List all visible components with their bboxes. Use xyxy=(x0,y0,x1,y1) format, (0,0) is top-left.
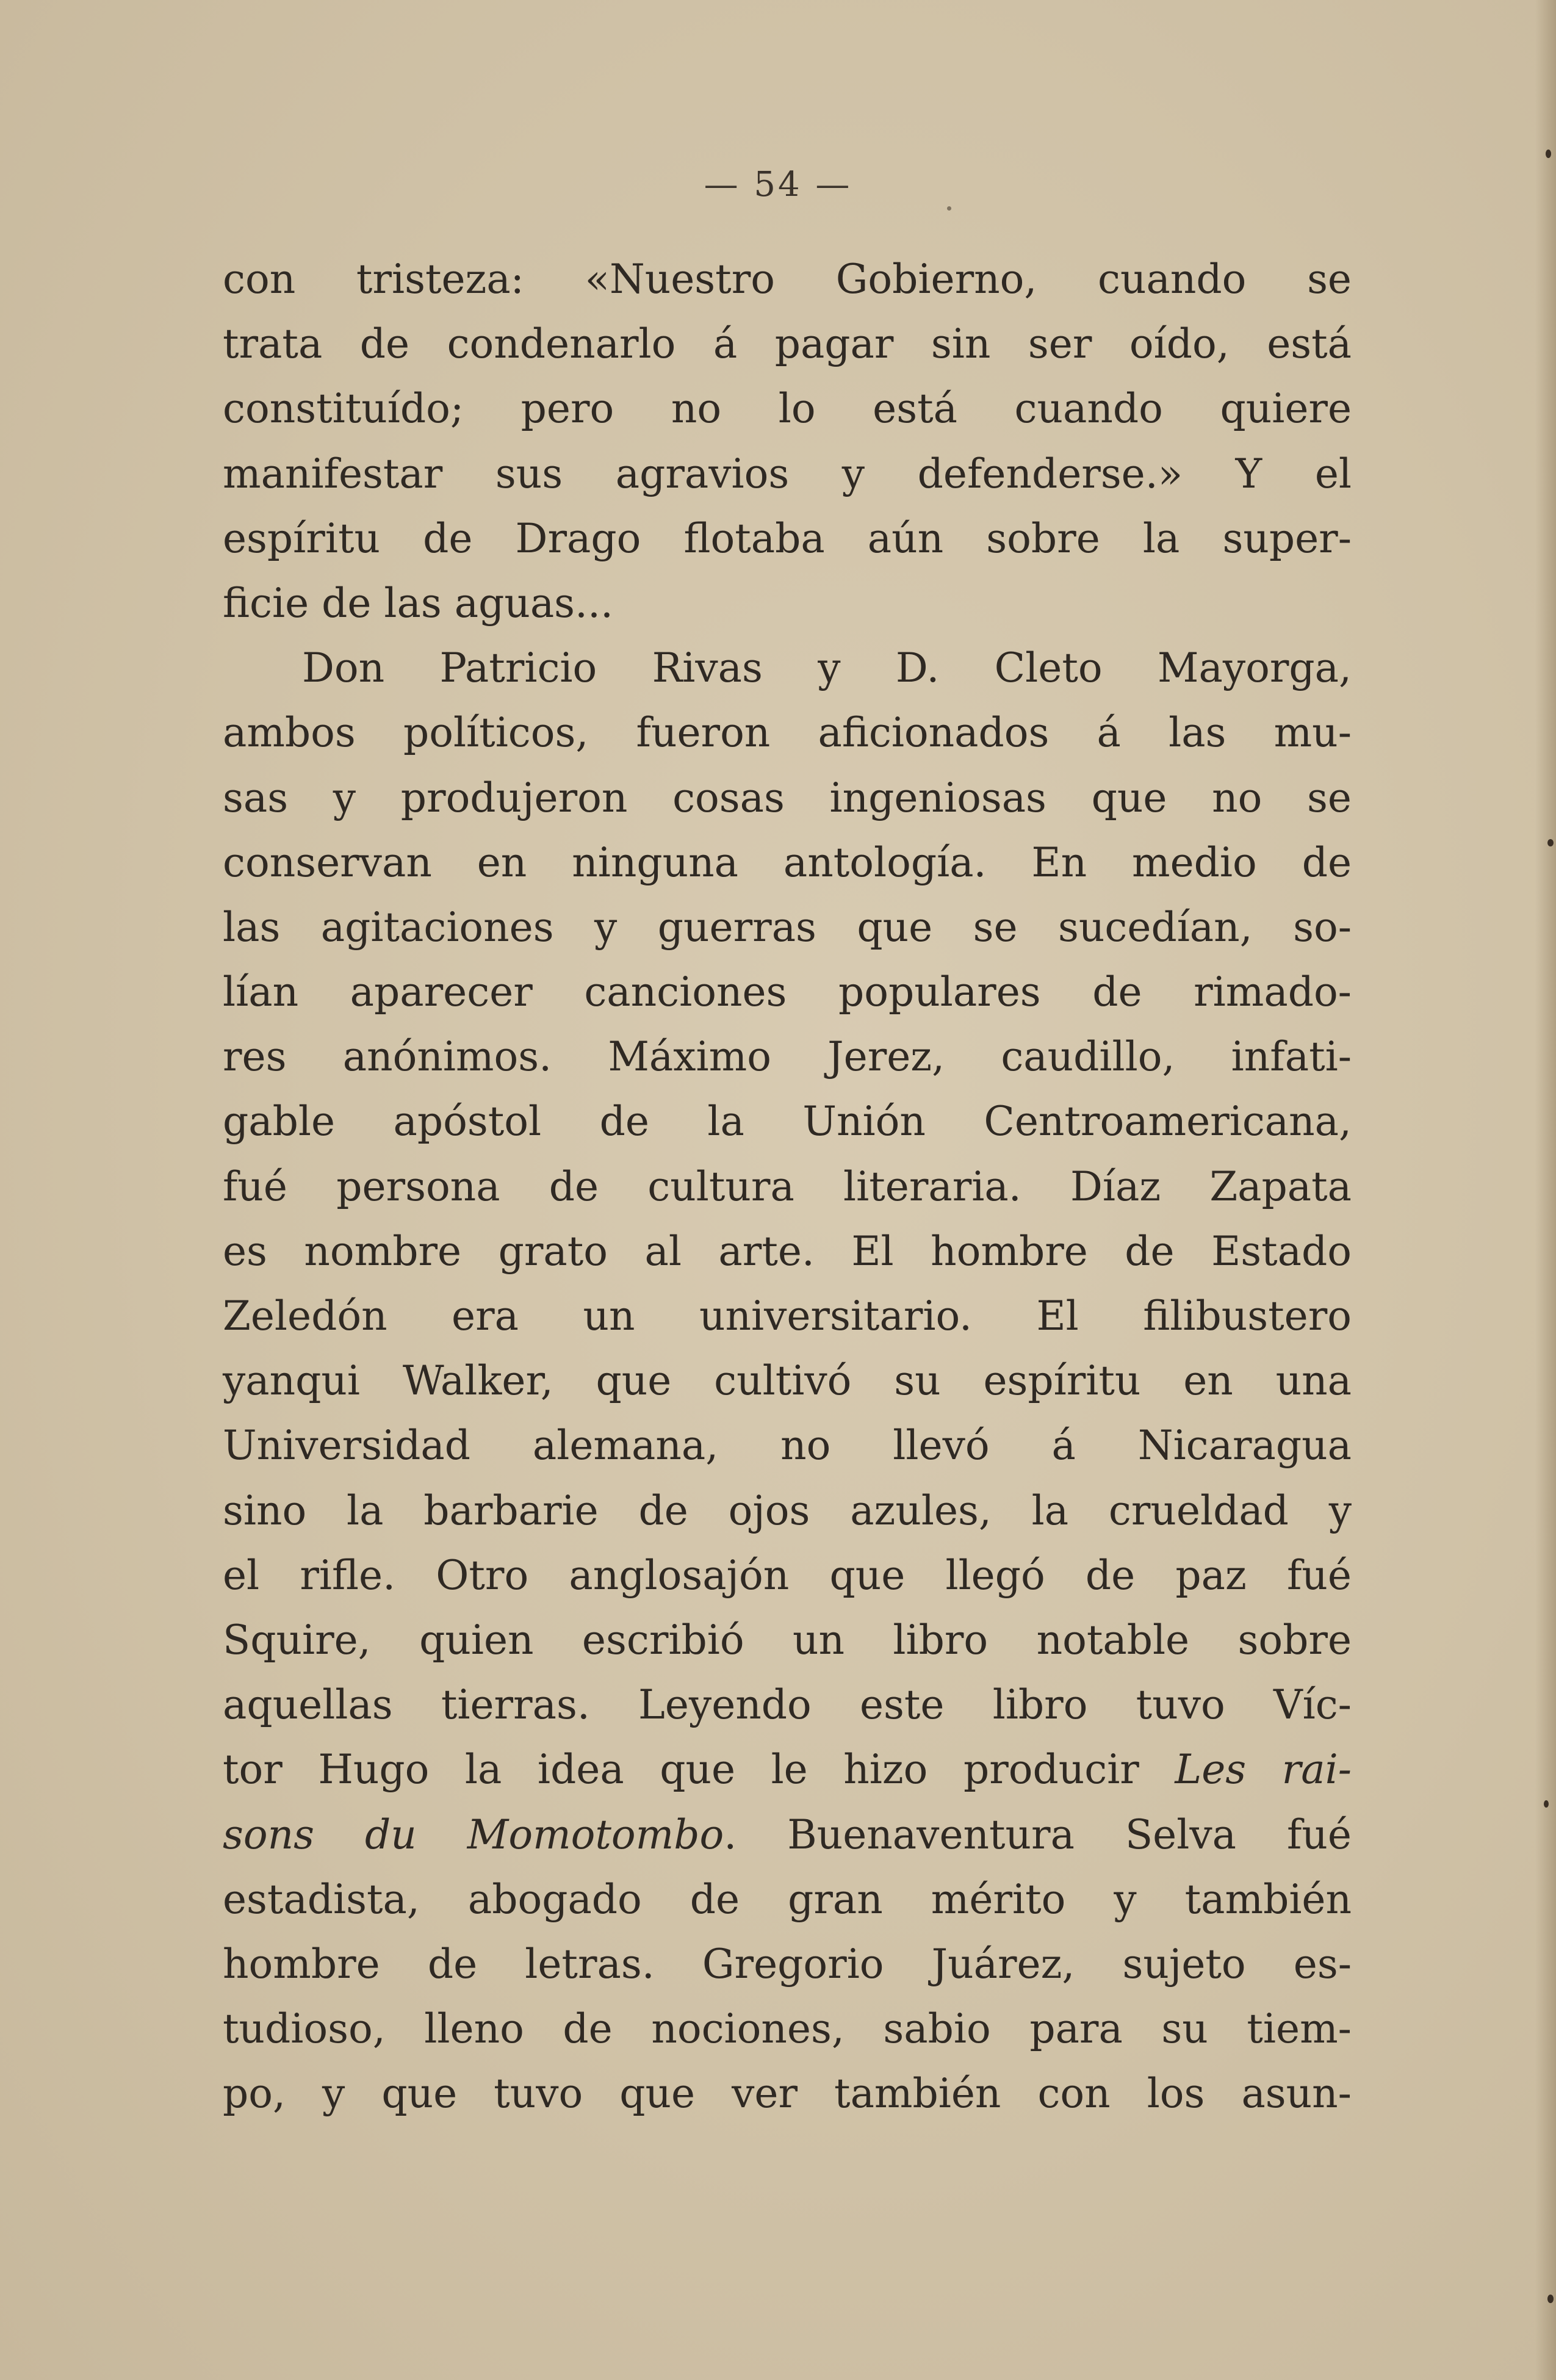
text-line: ficie de las aguas... xyxy=(223,579,613,627)
italic-title-part: Les rai- xyxy=(1175,1746,1352,1794)
text-line: Universidad alemana, no llevó á Nicaragua xyxy=(223,1422,1352,1469)
text-line: hombre de letras. Gregorio Juárez, sujeto es- xyxy=(223,1940,1352,1988)
text-line: constituído; pero no lo está cuando quiere xyxy=(223,385,1352,433)
text-line: con tristeza: «Nuestro Gobierno, cuando se xyxy=(223,256,1352,303)
text-line: aquellas tierras. Leyendo este libro tuvo Víc- xyxy=(223,1681,1352,1729)
text-line: fué persona de cultura literaria. Díaz Zapata xyxy=(223,1163,1352,1210)
text-line: yanqui Walker, que cultivó su espíritu en una xyxy=(223,1357,1352,1405)
page-edge-shadow xyxy=(1535,0,1556,2380)
text-line: po, y que tuvo que ver también con los asun- xyxy=(223,2070,1352,2118)
text-line: res anónimos. Máximo Jerez, caudillo, infati- xyxy=(223,1033,1352,1081)
body-text xyxy=(223,247,1352,2126)
ink-speck xyxy=(947,206,951,211)
text-line: las agitaciones y guerras que se sucedían, so- xyxy=(223,903,1352,951)
italic-title-part: sons du Momotombo xyxy=(223,1811,724,1858)
text-line: conservan en ninguna antología. En medio de xyxy=(223,838,1352,886)
ink-speck xyxy=(1547,839,1554,846)
text-line: ambos políticos, fueron aficionados á las mu- xyxy=(223,709,1352,757)
text-line: Zeledón era un universitario. El filibustero xyxy=(223,1293,1352,1340)
text-line: Squire, quien escribió un libro notable sobre xyxy=(223,1616,1352,1664)
text-line: Don Patricio Rivas y D. Cleto Mayorga, xyxy=(302,644,1352,692)
text-line: sino la barbarie de ojos azules, la crueldad y xyxy=(223,1487,1352,1534)
text-run: . Buenaventura Selva fué xyxy=(724,1811,1352,1858)
ink-speck xyxy=(1546,150,1551,158)
text-line: espíritu de Drago flotaba aún sobre la super- xyxy=(223,514,1352,562)
text-line: lían aparecer canciones populares de rimado- xyxy=(223,968,1352,1016)
text-line: el rifle. Otro anglosajón que llegó de paz fué xyxy=(223,1551,1352,1599)
text-line: estadista, abogado de gran mérito y también xyxy=(223,1875,1352,1923)
text-line: trata de condenarlo á pagar sin ser oído, está xyxy=(223,320,1352,368)
text-run: tor Hugo la idea que le hizo producir xyxy=(223,1746,1175,1794)
text-line: sas y produjeron cosas ingeniosas que no se xyxy=(223,774,1352,821)
text-line: manifestar sus agravios y defenderse.» Y el xyxy=(223,450,1352,497)
text-line xyxy=(223,1803,1352,1867)
ink-speck xyxy=(1547,2295,1554,2303)
text-line xyxy=(223,1737,1352,1802)
text-line: tudioso, lleno de nociones, sabio para su tiem- xyxy=(223,2005,1352,2053)
ink-speck xyxy=(1544,1800,1549,1808)
page-number: — 54 — xyxy=(704,165,852,204)
text-line: es nombre grato al arte. El hombre de Estado xyxy=(223,1227,1352,1275)
text-line: gable apóstol de la Unión Centroamericana, xyxy=(223,1098,1352,1145)
